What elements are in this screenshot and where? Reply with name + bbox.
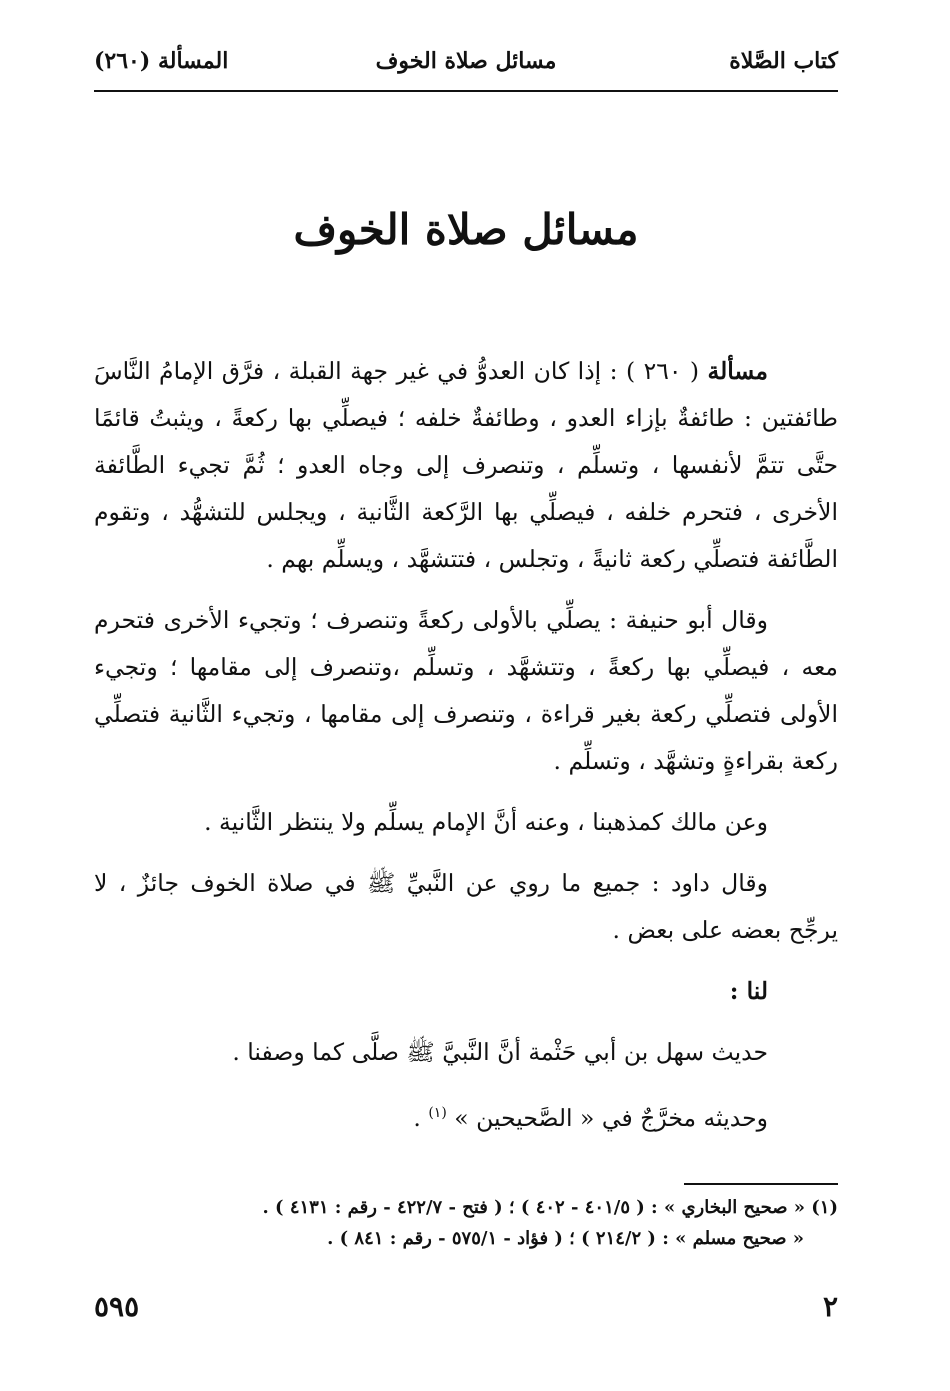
- issue-label: مسألة: [707, 357, 768, 385]
- paragraph-4: وقال داود : جميع ما روي عن النَّبيِّ ﷺ في صلاة الخوف جائزٌ ، لا يرجِّح بعضه على بعض .: [94, 869, 838, 944]
- main-text: [94, 348, 838, 1156]
- paragraph-7-end: .: [413, 1103, 429, 1132]
- page-number: ٥٩٥: [94, 1290, 140, 1323]
- paragraph-6: حديث سهل بن أبي حَثْمة أنَّ النَّبيَّ ﷺ صلَّى كما وصفنا .: [232, 1038, 768, 1066]
- footnote-1: (١) « صحيح البخاري » : ( ٤٠١/٥ - ٤٠٢ ) ؛ ( فتح - ٤٢٢/٧ - رقم : ٤١٣١ ) .: [262, 1197, 838, 1218]
- paragraph-1-text: ( ٢٦٠ ) : إذا كان العدوُّ في غير جهة القبلة ، فرَّق الإمامُ النَّاسَ طائفتين : طائفةٌ بإزاء العدو ، وطائفةٌ خلفه ؛ فيصلِّي بها ركعةً ، ويثبتُ قائمًا حتَّى تتمَّ لأنفسها ، وتسلِّم ، وتنصرف إلى وجاه العدو ؛ ثُمَّ تجيء الطَّائفة الأخرى ، فتحرم خلفه ، فيصلِّي بها الرَّكعة الثَّانية ، ويجلس للتشهُّد ، وتقوم الطَّائفة فتصلِّي ركعة ثانيةً ، وتجلس ، فتتشهَّد ، ويسلِّم بهم .: [94, 357, 838, 573]
- footnote-divider: [684, 1183, 838, 1185]
- issue-number: المسألة (٢٦٠): [94, 48, 229, 74]
- paragraph-5: لنا :: [729, 977, 768, 1005]
- signature-mark: ٢: [822, 1290, 838, 1323]
- section-title: مسائل صلاة الخوف: [375, 48, 557, 74]
- paragraph-7: [94, 1090, 838, 1142]
- paragraph-7-text: وحديثه مخرَّجٌ في « الصَّحيحين »: [446, 1103, 768, 1132]
- paragraph-3: وعن مالك كمذهبنا ، وعنه أنَّ الإمام يسلِّم ولا ينتظر الثَّانية .: [204, 808, 768, 836]
- header-divider: [94, 90, 838, 92]
- running-header: [94, 44, 838, 84]
- footnote-1-continued: « صحيح مسلم » : ( ٢١٤/٢ ) ؛ ( فؤاد - ٥٧٥/١ - رقم : ٨٤١ ) .: [327, 1228, 804, 1249]
- chapter-title: مسائل صلاة الخوف: [293, 205, 639, 254]
- paragraph-1: [94, 348, 838, 583]
- footnotes: [94, 1192, 838, 1254]
- paragraph-2: وقال أبو حنيفة : يصلِّي بالأولى ركعةً وتنصرف ؛ وتجيء الأخرى فتحرم معه ، فيصلِّي بها ركعةً ، وتتشهَّد ، وتسلِّم ،وتنصرف إلى مقامها ؛ وتجيء الأولى فتصلِّي ركعة بغير قراءة ، وتنصرف إلى مقامها ، وتجيء الثَّانية فتصلِّي ركعة بقراءةٍ وتشهَّد ، وتسلِّم .: [94, 606, 838, 775]
- book-title: كتاب الصَّلاة: [729, 48, 838, 74]
- footnote-reference[interactable]: (١): [428, 1105, 447, 1121]
